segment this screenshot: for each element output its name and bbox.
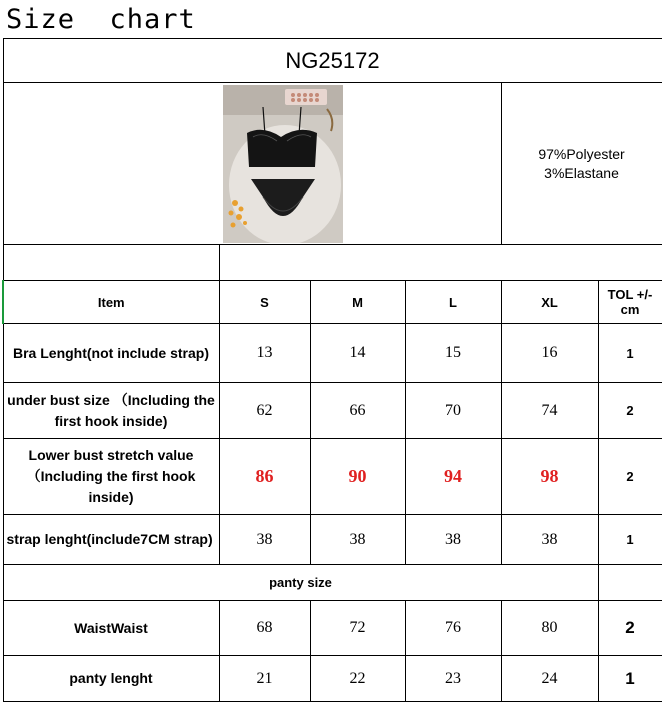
value-cell: 80 bbox=[501, 601, 598, 656]
row-label: Lower bust stretch value （Including the first hook inside) bbox=[3, 439, 219, 515]
size-chart-table bbox=[2, 38, 662, 702]
tolerance-cell: 1 bbox=[598, 324, 662, 383]
lingerie-set-photo bbox=[223, 85, 343, 243]
header-size-m: M bbox=[310, 281, 405, 324]
row-label: panty lenght bbox=[3, 656, 219, 702]
empty-cell bbox=[3, 245, 219, 281]
value-cell: 62 bbox=[219, 383, 310, 439]
tolerance-cell: 2 bbox=[598, 601, 662, 656]
row-label: WaistWaist bbox=[3, 601, 219, 656]
fabric-cell bbox=[501, 83, 662, 245]
empty-cell bbox=[219, 245, 662, 281]
value-cell: 14 bbox=[310, 324, 405, 383]
row-label: strap lenght(include7CM strap) bbox=[3, 515, 219, 565]
value-cell: 21 bbox=[219, 656, 310, 702]
row-label: under bust size （Including the first hook inside) bbox=[3, 383, 219, 439]
fabric-line-1: 97%Polyester bbox=[538, 145, 625, 162]
row-label: Bra Lenght(not include strap) bbox=[3, 324, 219, 383]
tolerance-cell: 1 bbox=[598, 515, 662, 565]
table-row bbox=[3, 656, 662, 702]
value-cell: 22 bbox=[310, 656, 405, 702]
value-cell: 98 bbox=[501, 439, 598, 515]
value-cell: 70 bbox=[405, 383, 501, 439]
tolerance-cell: 1 bbox=[598, 656, 662, 702]
header-item: Item bbox=[3, 281, 219, 324]
fabric-line-2: 3%Elastane bbox=[544, 164, 619, 181]
panty-section-title: panty size bbox=[3, 565, 598, 601]
empty-cell bbox=[598, 565, 662, 601]
value-cell: 90 bbox=[310, 439, 405, 515]
value-cell: 23 bbox=[405, 656, 501, 702]
header-size-xl: XL bbox=[501, 281, 598, 324]
table-row bbox=[3, 383, 662, 439]
value-cell: 94 bbox=[405, 439, 501, 515]
value-cell: 68 bbox=[219, 601, 310, 656]
value-cell: 86 bbox=[219, 439, 310, 515]
value-cell: 38 bbox=[219, 515, 310, 565]
value-cell: 66 bbox=[310, 383, 405, 439]
value-cell: 74 bbox=[501, 383, 598, 439]
value-cell: 15 bbox=[405, 324, 501, 383]
value-cell: 24 bbox=[501, 656, 598, 702]
photo-cell bbox=[3, 83, 501, 245]
header-size-l: L bbox=[405, 281, 501, 324]
value-cell: 38 bbox=[310, 515, 405, 565]
value-cell: 72 bbox=[310, 601, 405, 656]
page-title: Size chart bbox=[6, 4, 196, 35]
tolerance-cell: 2 bbox=[598, 383, 662, 439]
table-row bbox=[3, 601, 662, 656]
value-cell: 38 bbox=[501, 515, 598, 565]
value-cell: 76 bbox=[405, 601, 501, 656]
table-row bbox=[3, 439, 662, 515]
product-code: NG25172 bbox=[3, 39, 662, 83]
table-row bbox=[3, 515, 662, 565]
tolerance-cell: 2 bbox=[598, 439, 662, 515]
value-cell: 13 bbox=[219, 324, 310, 383]
value-cell: 16 bbox=[501, 324, 598, 383]
header-tolerance: TOL +/-cm bbox=[598, 281, 662, 324]
value-cell: 38 bbox=[405, 515, 501, 565]
table-row bbox=[3, 324, 662, 383]
header-size-s: S bbox=[219, 281, 310, 324]
